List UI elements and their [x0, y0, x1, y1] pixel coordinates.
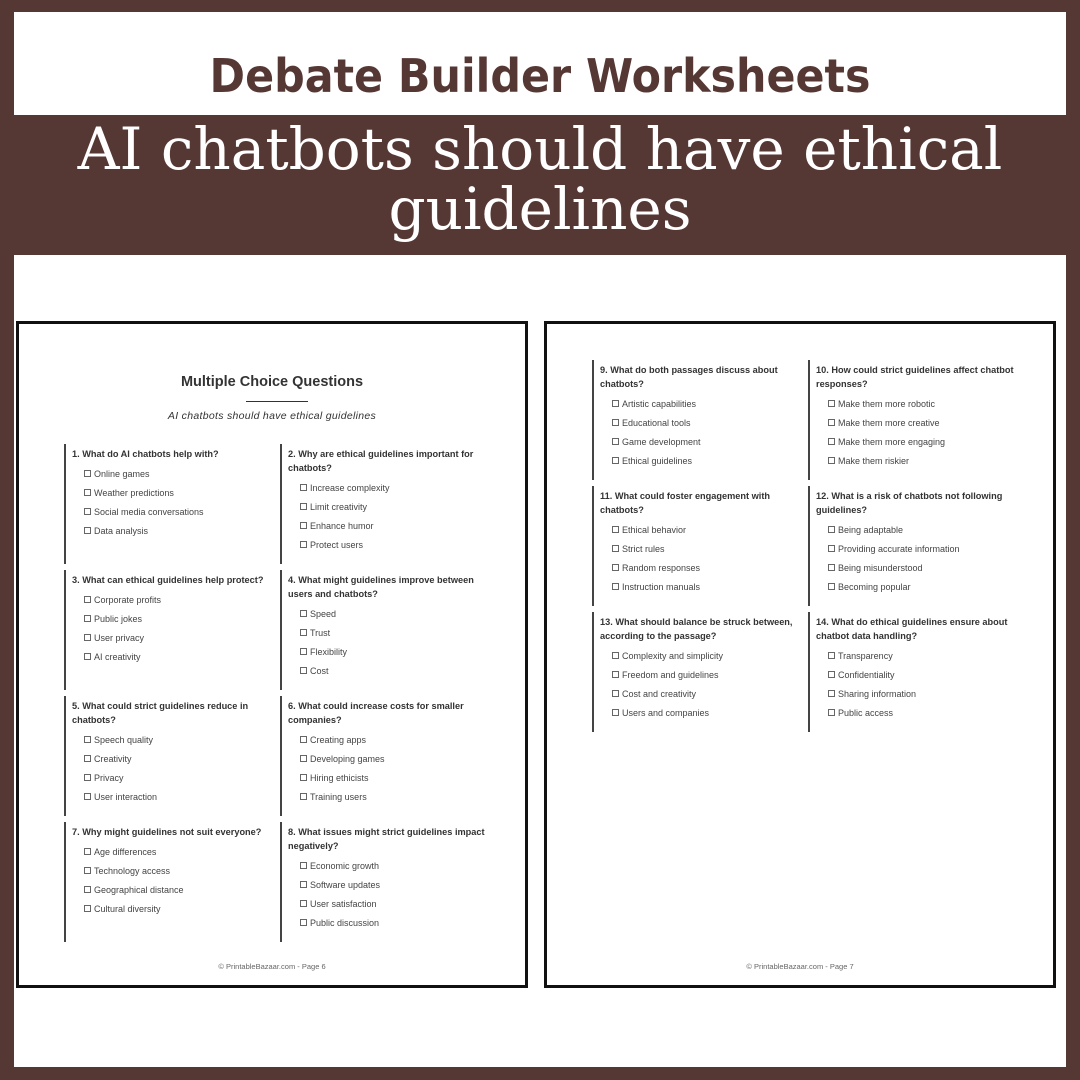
answer-option[interactable]	[72, 629, 274, 648]
checkbox-icon[interactable]	[84, 470, 91, 477]
checkbox-icon[interactable]	[612, 545, 619, 552]
checkbox-icon[interactable]	[828, 709, 835, 716]
checkbox-icon[interactable]	[84, 755, 91, 762]
option-label: Increase complexity	[310, 483, 390, 493]
checkbox-icon[interactable]	[828, 671, 835, 678]
option-label: Technology access	[94, 866, 171, 876]
checkbox-icon[interactable]	[300, 667, 307, 674]
answer-option[interactable]	[72, 465, 274, 484]
checkbox-icon[interactable]	[84, 774, 91, 781]
checkbox-icon[interactable]	[300, 736, 307, 743]
checkbox-icon[interactable]	[828, 564, 835, 571]
question-text: 1. What do AI chatbots help with?	[72, 449, 219, 459]
option-label: Creating apps	[310, 735, 367, 745]
page-subheading: AI chatbots should have ethical guidelines	[167, 410, 377, 422]
answer-option[interactable]	[72, 522, 274, 541]
option-label: Make them more engaging	[838, 437, 946, 447]
header-subtitle: AI chatbots should have ethical guidelines	[77, 115, 1003, 243]
answer-option[interactable]	[600, 414, 802, 433]
option-label: Hiring ethicists	[310, 773, 369, 783]
option-label: Complexity and simplicity	[622, 651, 724, 661]
checkbox-icon[interactable]	[828, 690, 835, 697]
answer-option[interactable]	[288, 788, 490, 807]
page-footer: © PrintableBazaar.com - Page 6	[218, 962, 326, 971]
checkbox-icon[interactable]	[84, 508, 91, 515]
checkbox-icon[interactable]	[612, 709, 619, 716]
option-label: Economic growth	[310, 861, 380, 871]
checkbox-icon[interactable]	[300, 755, 307, 762]
checkbox-icon[interactable]	[300, 793, 307, 800]
preview-area	[14, 255, 1066, 1067]
answer-option[interactable]	[72, 591, 274, 610]
checkbox-icon[interactable]	[300, 900, 307, 907]
checkbox-icon[interactable]	[300, 610, 307, 617]
answer-option[interactable]	[72, 610, 274, 629]
question-text: 5. What could strict guidelines reduce in chatbots?	[72, 701, 249, 725]
question-block	[64, 696, 274, 816]
option-label: Ethical guidelines	[622, 456, 693, 466]
answer-option[interactable]	[816, 559, 1018, 578]
answer-option[interactable]	[288, 498, 490, 517]
option-label: Strict rules	[622, 544, 665, 554]
option-label: Instruction manuals	[622, 582, 701, 592]
option-label: Social media conversations	[94, 507, 204, 517]
option-label: Corporate profits	[94, 595, 162, 605]
option-label: Public jokes	[94, 614, 143, 624]
answer-option[interactable]	[816, 540, 1018, 559]
option-label: Make them riskier	[838, 456, 910, 466]
checkbox-icon[interactable]	[84, 886, 91, 893]
answer-option[interactable]	[816, 685, 1018, 704]
answer-option[interactable]	[72, 503, 274, 522]
question-block	[280, 570, 490, 690]
answer-option[interactable]	[288, 914, 490, 933]
option-label: Geographical distance	[94, 885, 184, 895]
checkbox-icon[interactable]	[300, 484, 307, 491]
heading-divider	[246, 401, 308, 402]
answer-option[interactable]	[600, 395, 802, 414]
answer-option[interactable]	[816, 452, 1018, 471]
option-label: Training users	[310, 792, 367, 802]
option-label: Being misunderstood	[838, 563, 923, 573]
answer-option[interactable]	[72, 731, 274, 750]
option-label: Ethical behavior	[622, 525, 687, 535]
option-label: Weather predictions	[94, 488, 174, 498]
question-block	[280, 696, 490, 816]
checkbox-icon[interactable]	[84, 596, 91, 603]
question-block	[280, 444, 490, 564]
option-label: Transparency	[838, 651, 893, 661]
option-label: Data analysis	[94, 526, 149, 536]
answer-option[interactable]	[600, 559, 802, 578]
checkbox-icon[interactable]	[612, 583, 619, 590]
checkbox-icon[interactable]	[612, 671, 619, 678]
option-label: Make them more robotic	[838, 399, 936, 409]
option-label: Artistic capabilities	[622, 399, 697, 409]
option-label: Limit creativity	[310, 502, 368, 512]
question-text: 13. What should balance be struck between, according to the passage?	[600, 617, 793, 641]
option-label: Public access	[838, 708, 894, 718]
option-label: Software updates	[310, 880, 381, 890]
question-block	[808, 360, 1018, 480]
checkbox-icon[interactable]	[84, 736, 91, 743]
checkbox-icon[interactable]	[84, 848, 91, 855]
checkbox-icon[interactable]	[84, 867, 91, 874]
answer-option[interactable]	[288, 536, 490, 555]
answer-option[interactable]	[288, 876, 490, 895]
checkbox-icon[interactable]	[612, 652, 619, 659]
option-label: Freedom and guidelines	[622, 670, 719, 680]
answer-option[interactable]	[600, 452, 802, 471]
answer-option[interactable]	[288, 479, 490, 498]
option-label: Developing games	[310, 754, 385, 764]
checkbox-icon[interactable]	[300, 629, 307, 636]
option-label: Sharing information	[838, 689, 917, 699]
question-text: 2. Why are ethical guidelines important for chatbots?	[288, 449, 474, 473]
checkbox-icon[interactable]	[84, 615, 91, 622]
question-text: 4. What might guidelines improve between users and chatbots?	[288, 575, 474, 599]
option-label: Confidentiality	[838, 670, 895, 680]
answer-option[interactable]	[600, 540, 802, 559]
option-label: Providing accurate information	[838, 544, 960, 554]
checkbox-icon[interactable]	[828, 583, 835, 590]
question-text: 14. What do ethical guidelines ensure about chatbot data handling?	[816, 617, 1008, 641]
checkbox-icon[interactable]	[84, 653, 91, 660]
answer-option[interactable]	[72, 900, 274, 919]
checkbox-icon[interactable]	[300, 774, 307, 781]
answer-option[interactable]	[72, 484, 274, 503]
option-label: Age differences	[94, 847, 157, 857]
header-title: Debate Builder Worksheets	[209, 49, 871, 103]
checkbox-icon[interactable]	[84, 527, 91, 534]
option-label: Public discussion	[310, 918, 380, 928]
option-label: Game development	[622, 437, 701, 447]
option-label: Creativity	[94, 754, 132, 764]
answer-option[interactable]	[72, 648, 274, 667]
page-heading: Multiple Choice Questions	[180, 374, 364, 390]
option-label: Cost and creativity	[622, 689, 697, 699]
checkbox-icon[interactable]	[84, 634, 91, 641]
checkbox-icon[interactable]	[612, 457, 619, 464]
question-text: 3. What can ethical guidelines help protect?	[72, 575, 264, 585]
question-text: 12. What is a risk of chatbots not following guidelines?	[816, 491, 1003, 515]
answer-option[interactable]	[72, 788, 274, 807]
title-banner	[14, 12, 1066, 115]
question-block	[64, 570, 274, 690]
checkbox-icon[interactable]	[828, 652, 835, 659]
answer-option[interactable]	[288, 605, 490, 624]
question-text: 11. What could foster engagement with chatbots?	[600, 491, 770, 515]
option-label: User privacy	[94, 633, 145, 643]
answer-option[interactable]	[72, 862, 274, 881]
page-footer: © PrintableBazaar.com - Page 7	[746, 962, 854, 971]
checkbox-icon[interactable]	[612, 400, 619, 407]
answer-option[interactable]	[288, 750, 490, 769]
answer-option[interactable]	[288, 731, 490, 750]
option-label: Speed	[310, 609, 337, 619]
option-label: Random responses	[622, 563, 701, 573]
answer-option[interactable]	[600, 685, 802, 704]
worksheet-page-7	[544, 321, 1056, 988]
answer-option[interactable]	[600, 578, 802, 597]
option-label: User interaction	[94, 792, 158, 802]
option-label: Cost	[310, 666, 329, 676]
question-text: 9. What do both passages discuss about chatbots?	[600, 365, 778, 389]
answer-option[interactable]	[816, 578, 1018, 597]
checkbox-icon[interactable]	[612, 438, 619, 445]
checkbox-icon[interactable]	[300, 862, 307, 869]
checkbox-icon[interactable]	[612, 526, 619, 533]
answer-option[interactable]	[288, 643, 490, 662]
question-block	[592, 360, 802, 480]
option-label: Educational tools	[622, 418, 691, 428]
checkbox-icon[interactable]	[300, 648, 307, 655]
checkbox-icon[interactable]	[828, 545, 835, 552]
question-block	[808, 612, 1018, 732]
answer-option[interactable]	[288, 769, 490, 788]
option-label: Make them more creative	[838, 418, 940, 428]
checkbox-icon[interactable]	[300, 503, 307, 510]
question-block	[808, 486, 1018, 606]
answer-option[interactable]	[816, 704, 1018, 723]
option-label: Flexibility	[310, 647, 348, 657]
option-label: Privacy	[94, 773, 124, 783]
question-text: 6. What could increase costs for smaller companies?	[288, 701, 464, 725]
answer-option[interactable]	[288, 895, 490, 914]
checkbox-icon[interactable]	[84, 905, 91, 912]
answer-option[interactable]	[816, 647, 1018, 666]
checkbox-icon[interactable]	[828, 438, 835, 445]
checkbox-icon[interactable]	[300, 881, 307, 888]
question-block	[64, 444, 274, 564]
option-label: AI creativity	[94, 652, 141, 662]
checkbox-icon[interactable]	[300, 541, 307, 548]
answer-option[interactable]	[288, 517, 490, 536]
option-label: Enhance humor	[310, 521, 374, 531]
answer-option[interactable]	[600, 647, 802, 666]
answer-option[interactable]	[600, 433, 802, 452]
checkbox-icon[interactable]	[84, 793, 91, 800]
answer-option[interactable]	[288, 857, 490, 876]
answer-option[interactable]	[816, 395, 1018, 414]
answer-option[interactable]	[816, 666, 1018, 685]
checkbox-icon[interactable]	[612, 564, 619, 571]
answer-option[interactable]	[72, 769, 274, 788]
answer-option[interactable]	[600, 666, 802, 685]
answer-option[interactable]	[816, 521, 1018, 540]
question-block	[64, 822, 274, 942]
question-text: 8. What issues might strict guidelines impact negatively?	[288, 827, 485, 851]
answer-option[interactable]	[288, 624, 490, 643]
answer-option[interactable]	[600, 704, 802, 723]
option-label: Cultural diversity	[94, 904, 161, 914]
answer-option[interactable]	[600, 521, 802, 540]
option-label: Speech quality	[94, 735, 154, 745]
checkbox-icon[interactable]	[828, 400, 835, 407]
option-label: Being adaptable	[838, 525, 904, 535]
option-label: Trust	[310, 628, 331, 638]
option-label: User satisfaction	[310, 899, 377, 909]
answer-option[interactable]	[72, 881, 274, 900]
question-block	[592, 486, 802, 606]
question-text: 7. Why might guidelines not suit everyone?	[72, 827, 262, 837]
checkbox-icon[interactable]	[612, 419, 619, 426]
checkbox-icon[interactable]	[84, 489, 91, 496]
answer-option[interactable]	[816, 414, 1018, 433]
option-label: Becoming popular	[838, 582, 911, 592]
checkbox-icon[interactable]	[828, 526, 835, 533]
answer-option[interactable]	[72, 843, 274, 862]
checkbox-icon[interactable]	[828, 419, 835, 426]
checkbox-icon[interactable]	[612, 690, 619, 697]
answer-option[interactable]	[288, 662, 490, 681]
answer-option[interactable]	[816, 433, 1018, 452]
worksheet-page-6	[16, 321, 528, 988]
checkbox-icon[interactable]	[300, 522, 307, 529]
question-block	[280, 822, 490, 942]
question-text: 10. How could strict guidelines affect chatbot responses?	[816, 365, 1014, 389]
answer-option[interactable]	[72, 750, 274, 769]
option-label: Online games	[94, 469, 150, 479]
question-block	[592, 612, 802, 732]
checkbox-icon[interactable]	[828, 457, 835, 464]
checkbox-icon[interactable]	[300, 919, 307, 926]
option-label: Protect users	[310, 540, 364, 550]
option-label: Users and companies	[622, 708, 710, 718]
